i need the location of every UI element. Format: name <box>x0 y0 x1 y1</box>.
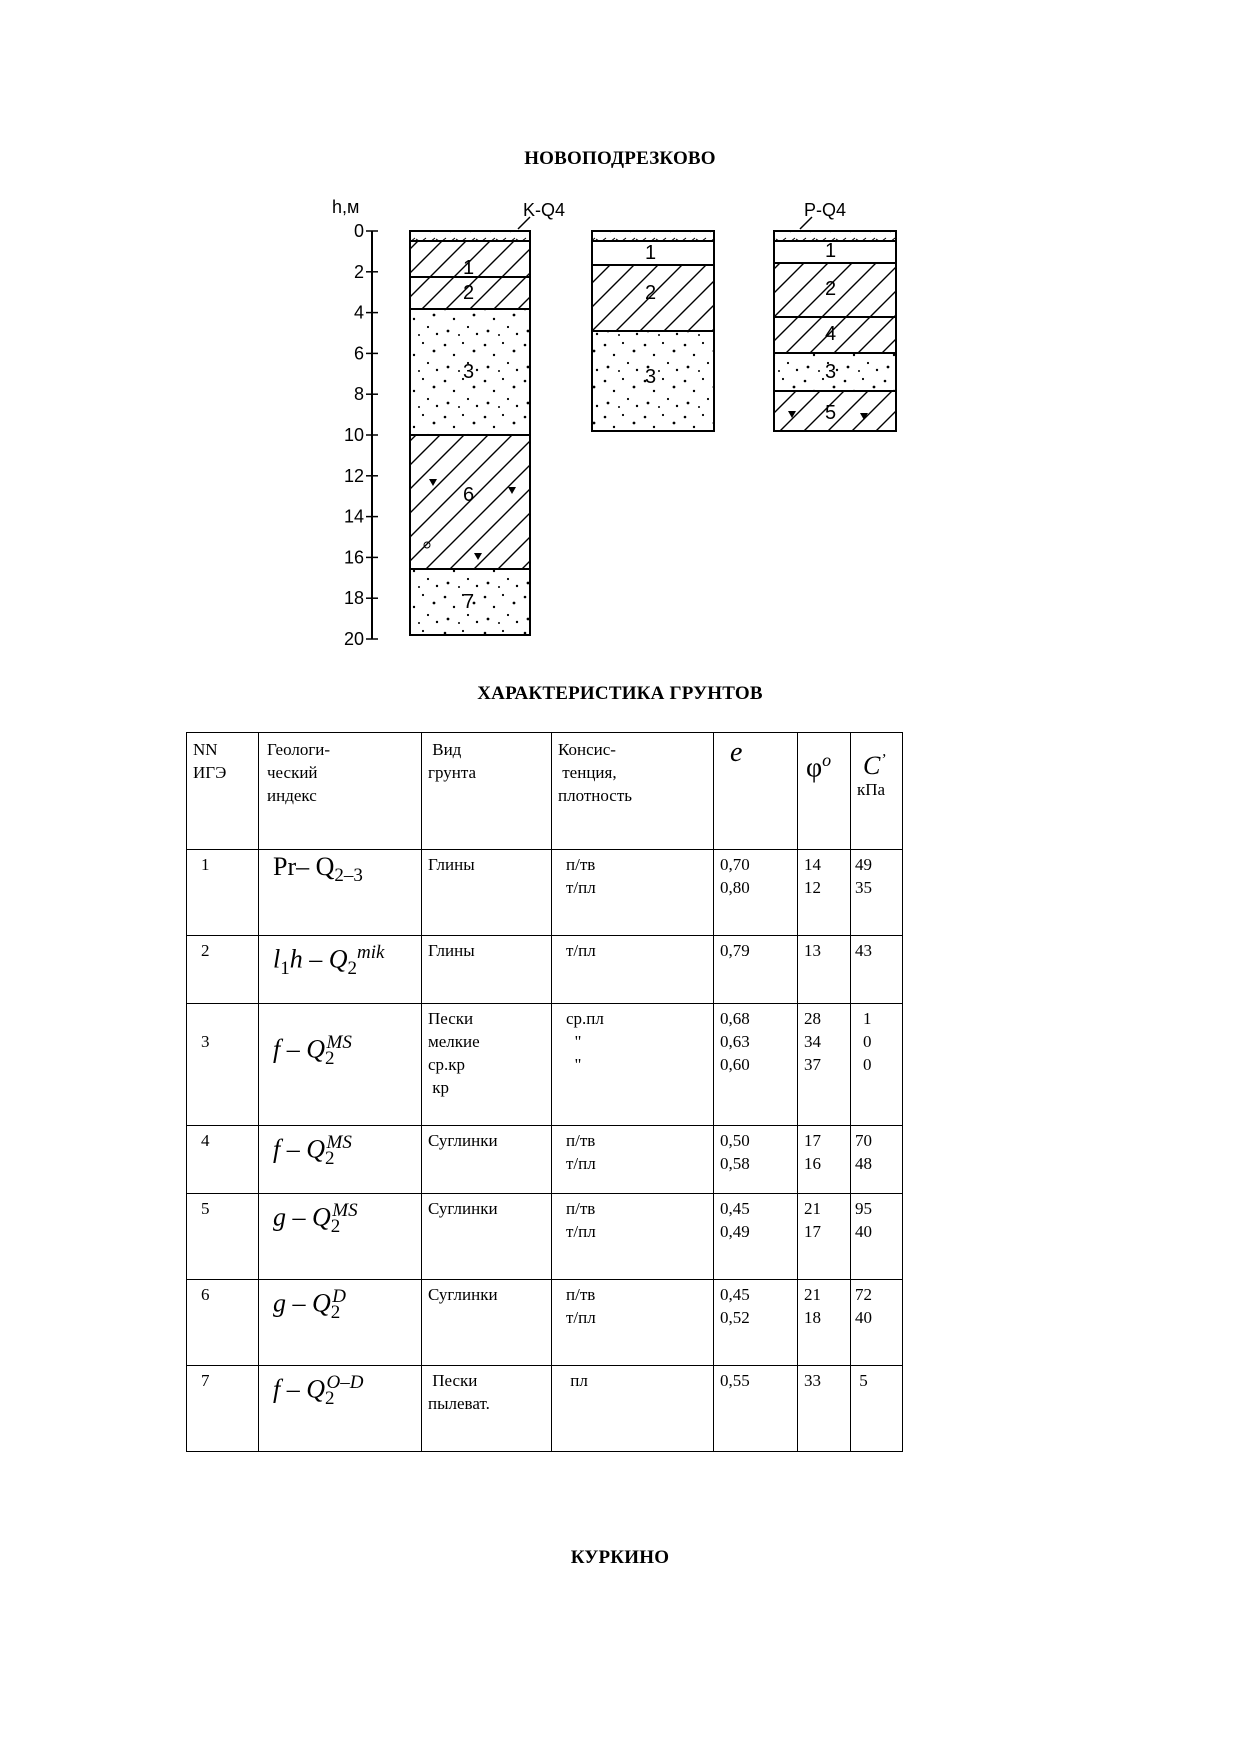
depth-tick-label: 4 <box>353 302 364 323</box>
header-phi: $\varphi^o$ <box>798 733 851 850</box>
soil-type: Пески мелкие ср.кр кр <box>422 1004 552 1126</box>
col1-layer-1-label: 1 <box>463 257 475 279</box>
depth-tick-label: 16 <box>343 547 364 568</box>
void-ratio-e: 0,68 0,63 0,60 <box>714 1004 798 1126</box>
col1-layer-6-label: 6 <box>463 484 475 506</box>
soil-column-1 <box>410 231 530 635</box>
cohesion: 49 35 <box>851 850 903 936</box>
col2-layer-3-label: 3 <box>645 366 657 388</box>
header-index: Геологи- ческий индекс <box>259 733 422 850</box>
soil-type: Суглинки <box>422 1194 552 1280</box>
consistency: п/тв т/пл <box>552 1126 714 1194</box>
cohesion: 70 48 <box>851 1126 903 1194</box>
cohesion: 5 <box>851 1366 903 1452</box>
cohesion: 43 <box>851 936 903 1004</box>
soil-type: Глины <box>422 850 552 936</box>
soil-column-2 <box>518 200 714 431</box>
table-row <box>187 850 903 936</box>
consistency: ср.пл " " <box>552 1004 714 1126</box>
col2-label: K-Q4 <box>523 200 566 220</box>
depth-tick-label: 10 <box>343 425 364 445</box>
geologic-index: f – $Q_2^{MS}$ <box>259 1126 422 1194</box>
friction-angle: 14 12 <box>798 850 851 936</box>
depth-tick-label: 2 <box>353 261 364 282</box>
header-type: Вид грунта <box>422 733 552 850</box>
table-row <box>187 1194 903 1280</box>
cohesion: 95 40 <box>851 1194 903 1280</box>
geologic-index: f – $Q_2^{O-D}$ <box>259 1366 422 1452</box>
col1-layer-3-label: 3 <box>463 361 475 383</box>
depth-tick-label: 20 <box>343 629 364 649</box>
table-row <box>187 936 903 1004</box>
geologic-index: f – $Q_2^{MS}$ <box>259 1004 422 1126</box>
depth-tick-label: 14 <box>343 506 364 527</box>
consistency: п/тв т/пл <box>552 850 714 936</box>
row-number: 1 <box>187 850 259 936</box>
header-e: e <box>714 733 798 850</box>
cohesion: 72 40 <box>851 1280 903 1366</box>
depth-axis-label: h,м <box>332 197 360 217</box>
header-c: C’ кПа <box>851 733 903 850</box>
friction-angle: 21 17 <box>798 1194 851 1280</box>
row-number: 6 <box>187 1280 259 1366</box>
void-ratio-e: 0,45 0,52 <box>714 1280 798 1366</box>
friction-angle: 13 <box>798 936 851 1004</box>
cohesion: 1 0 0 <box>851 1004 903 1126</box>
geologic-index: g – $Q_2^D$ <box>259 1280 422 1366</box>
void-ratio-e: 0,70 0,80 <box>714 850 798 936</box>
col3-layer-2-label: 2 <box>825 278 837 300</box>
geologic-index: Pr– $Q_{2-3}$ <box>259 850 422 936</box>
depth-tick-label: 6 <box>353 343 364 364</box>
col1-layer-2-label: 2 <box>463 282 475 304</box>
void-ratio-e: 0,50 0,58 <box>714 1126 798 1194</box>
col1-layer-7-label: 7 <box>463 591 475 613</box>
soil-type: Глины <box>422 936 552 1004</box>
consistency: п/тв т/пл <box>552 1194 714 1280</box>
soil-type: Суглинки <box>422 1126 552 1194</box>
header-consistency: Консис- тенция, плотность <box>552 733 714 850</box>
col3-layer-1-label: 1 <box>825 240 837 262</box>
geologic-index: $l_1h - Q_2^{mik}$ <box>259 936 422 1004</box>
friction-angle: 33 <box>798 1366 851 1452</box>
row-number: 5 <box>187 1194 259 1280</box>
page-heading-novopodrezkovo: НОВОПОДРЕЗКОВО <box>524 148 716 169</box>
friction-angle: 17 16 <box>798 1126 851 1194</box>
table-row <box>187 1126 903 1194</box>
depth-tick-label: 12 <box>343 465 364 486</box>
friction-angle: 28 34 37 <box>798 1004 851 1126</box>
soil-column-diagram <box>320 195 920 655</box>
friction-angle: 21 18 <box>798 1280 851 1366</box>
depth-tick-label: 18 <box>343 588 364 609</box>
col3-layer-5-label: 5 <box>825 402 837 424</box>
consistency: пл <box>552 1366 714 1452</box>
col2-layer-2-label: 2 <box>645 282 657 304</box>
table-heading: ХАРАКТЕРИСТИКА ГРУНТОВ <box>477 683 763 704</box>
col3-layer-3-label: 3 <box>825 361 837 383</box>
row-number: 3 <box>187 1004 259 1126</box>
void-ratio-e: 0,79 <box>714 936 798 1004</box>
table-row <box>187 1280 903 1366</box>
col2-layer-1-label: 1 <box>645 242 657 264</box>
header-nn: NN ИГЭ <box>187 733 259 850</box>
soil-type: Пески пылеват. <box>422 1366 552 1452</box>
soil-properties-table <box>186 732 903 1452</box>
soil-column-3 <box>774 200 896 431</box>
void-ratio-e: 0,45 0,49 <box>714 1194 798 1280</box>
consistency: п/тв т/пл <box>552 1280 714 1366</box>
row-number: 7 <box>187 1366 259 1452</box>
soil-type: Суглинки <box>422 1280 552 1366</box>
table-row <box>187 1004 903 1126</box>
geologic-index: g – $Q_2^{MS}$ <box>259 1194 422 1280</box>
row-number: 2 <box>187 936 259 1004</box>
depth-tick-label: 0 <box>353 221 364 241</box>
consistency: т/пл <box>552 936 714 1004</box>
col3-layer-4-label: 4 <box>825 323 837 345</box>
table-header-row <box>187 733 903 850</box>
page-heading-kurkino: КУРКИНО <box>570 1547 670 1568</box>
row-number: 4 <box>187 1126 259 1194</box>
depth-tick-label: 8 <box>353 384 364 405</box>
col3-label: P-Q4 <box>804 200 847 220</box>
table-row <box>187 1366 903 1452</box>
void-ratio-e: 0,55 <box>714 1366 798 1452</box>
